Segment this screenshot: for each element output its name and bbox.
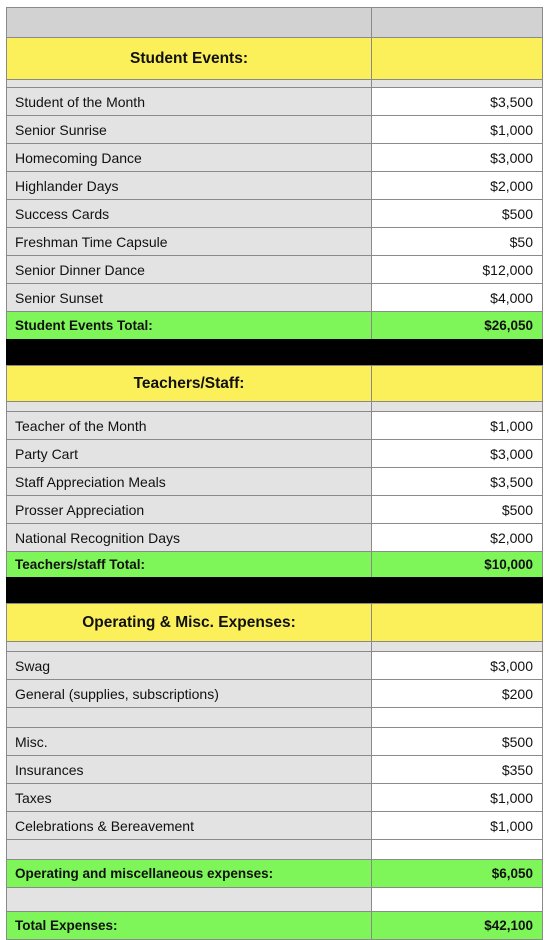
- item-amount[interactable]: $500: [371, 495, 543, 524]
- item-amount[interactable]: $1,000: [371, 811, 543, 840]
- section-total-row: [6, 312, 544, 340]
- divider-cell[interactable]: [371, 577, 543, 604]
- blank-cell[interactable]: [371, 887, 543, 912]
- table-row: [6, 812, 544, 840]
- divider-cell[interactable]: [371, 339, 543, 366]
- total-amount[interactable]: $26,050: [371, 311, 543, 340]
- item-label[interactable]: Freshman Time Capsule: [6, 227, 372, 256]
- item-label[interactable]: Insurances: [6, 755, 372, 784]
- table-row: [6, 728, 544, 756]
- item-amount[interactable]: $50: [371, 227, 543, 256]
- grand-total-amount[interactable]: $42,100: [371, 911, 543, 940]
- table-row: [6, 256, 544, 284]
- item-amount[interactable]: $1,000: [371, 115, 543, 144]
- section-total-row: [6, 860, 544, 888]
- blank-row: [6, 708, 544, 728]
- blank-cell[interactable]: [6, 7, 372, 38]
- header-blank-cell[interactable]: [371, 603, 543, 642]
- item-amount[interactable]: $2,000: [371, 523, 543, 552]
- item-label[interactable]: Staff Appreciation Meals: [6, 467, 372, 496]
- blank-cell[interactable]: [371, 7, 543, 38]
- item-label[interactable]: Senior Dinner Dance: [6, 255, 372, 284]
- total-amount[interactable]: $6,050: [371, 859, 543, 888]
- item-label[interactable]: Senior Sunset: [6, 283, 372, 312]
- table-row: [6, 440, 544, 468]
- item-amount[interactable]: $4,000: [371, 283, 543, 312]
- item-label[interactable]: Student of the Month: [6, 87, 372, 116]
- total-label[interactable]: Teachers/staff Total:: [6, 551, 372, 578]
- item-label[interactable]: Celebrations & Bereavement: [6, 811, 372, 840]
- item-amount[interactable]: $350: [371, 755, 543, 784]
- item-label[interactable]: Homecoming Dance: [6, 143, 372, 172]
- table-row: [6, 756, 544, 784]
- item-label[interactable]: Senior Sunrise: [6, 115, 372, 144]
- item-amount[interactable]: $500: [371, 199, 543, 228]
- blank-cell[interactable]: [6, 839, 372, 860]
- table-row: [6, 680, 544, 708]
- table-row: [6, 652, 544, 680]
- item-label[interactable]: Success Cards: [6, 199, 372, 228]
- item-amount[interactable]: $500: [371, 727, 543, 756]
- section-header[interactable]: Student Events:: [6, 37, 372, 80]
- total-amount[interactable]: $10,000: [371, 551, 543, 578]
- section-header-row: [6, 38, 544, 80]
- top-blank-row: [6, 8, 544, 38]
- item-label[interactable]: Swag: [6, 651, 372, 680]
- item-amount[interactable]: $1,000: [371, 411, 543, 440]
- item-amount[interactable]: $12,000: [371, 255, 543, 284]
- budget-sheet: [6, 8, 544, 940]
- item-label[interactable]: General (supplies, subscriptions): [6, 679, 372, 708]
- table-row: [6, 524, 544, 552]
- item-label[interactable]: Prosser Appreciation: [6, 495, 372, 524]
- table-row: [6, 200, 544, 228]
- item-label[interactable]: National Recognition Days: [6, 523, 372, 552]
- item-label[interactable]: Teacher of the Month: [6, 411, 372, 440]
- blank-cell[interactable]: [371, 707, 543, 728]
- blank-cell[interactable]: [6, 707, 372, 728]
- section-total-row: [6, 552, 544, 578]
- header-blank-cell[interactable]: [371, 37, 543, 80]
- blank-row: [6, 888, 544, 912]
- table-row: [6, 144, 544, 172]
- table-row: [6, 172, 544, 200]
- item-label[interactable]: Misc.: [6, 727, 372, 756]
- header-blank-cell[interactable]: [371, 365, 543, 402]
- table-row: [6, 496, 544, 524]
- item-amount[interactable]: $2,000: [371, 171, 543, 200]
- item-amount[interactable]: $3,000: [371, 651, 543, 680]
- item-amount[interactable]: $200: [371, 679, 543, 708]
- section-header[interactable]: Teachers/Staff:: [6, 365, 372, 402]
- section-header-row: [6, 366, 544, 402]
- item-amount[interactable]: $1,000: [371, 783, 543, 812]
- table-row: [6, 228, 544, 256]
- item-amount[interactable]: $3,000: [371, 439, 543, 468]
- table-row: [6, 284, 544, 312]
- grand-total-label[interactable]: Total Expenses:: [6, 911, 372, 940]
- total-label[interactable]: Student Events Total:: [6, 311, 372, 340]
- total-label[interactable]: Operating and miscellaneous expenses:: [6, 859, 372, 888]
- blank-row: [6, 840, 544, 860]
- item-amount[interactable]: $3,000: [371, 143, 543, 172]
- table-row: [6, 412, 544, 440]
- blank-cell[interactable]: [6, 887, 372, 912]
- item-amount[interactable]: $3,500: [371, 467, 543, 496]
- grand-total-row: [6, 912, 544, 940]
- divider-cell[interactable]: [6, 339, 372, 366]
- divider-row: [6, 578, 544, 604]
- item-label[interactable]: Highlander Days: [6, 171, 372, 200]
- table-row: [6, 468, 544, 496]
- table-row: [6, 116, 544, 144]
- table-row: [6, 88, 544, 116]
- item-label[interactable]: Taxes: [6, 783, 372, 812]
- item-label[interactable]: Party Cart: [6, 439, 372, 468]
- blank-cell[interactable]: [371, 839, 543, 860]
- table-row: [6, 784, 544, 812]
- divider-cell[interactable]: [6, 577, 372, 604]
- divider-row: [6, 340, 544, 366]
- section-header-row: [6, 604, 544, 642]
- section-header[interactable]: Operating & Misc. Expenses:: [6, 603, 372, 642]
- item-amount[interactable]: $3,500: [371, 87, 543, 116]
